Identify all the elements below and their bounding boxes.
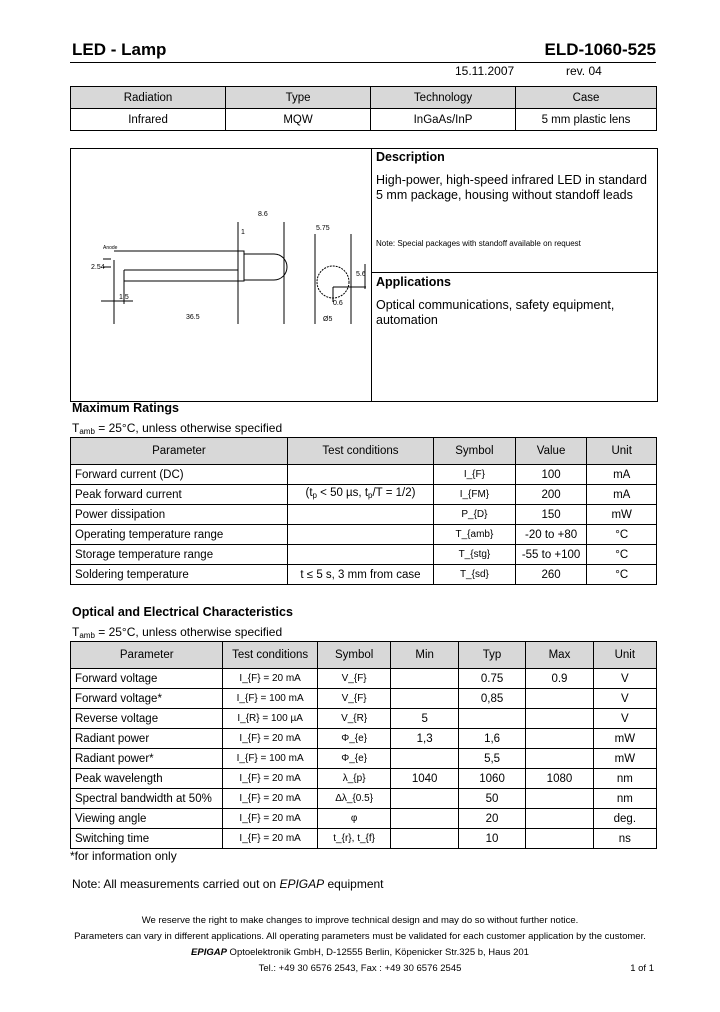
cell-test-conditions: I_{F} = 20 mA [223, 809, 317, 829]
table-row [71, 809, 657, 829]
cell-parameter: Spectral bandwidth at 50% [71, 789, 223, 809]
cell-typ: 0.75 [458, 669, 525, 689]
cell-unit: mW [587, 505, 657, 525]
cell-symbol: t_{r}, t_{f} [317, 829, 391, 849]
cell-test-conditions: I_{F} = 20 mA [223, 669, 317, 689]
drawing-description-box [70, 148, 658, 402]
cell-parameter: Forward current (DC) [71, 465, 288, 485]
table-row [71, 749, 657, 769]
dim-flange: 1 [241, 229, 245, 236]
cell-min: 1,3 [391, 729, 458, 749]
cell-symbol: T_{stg} [434, 545, 516, 565]
cell-symbol: λ_{p} [317, 769, 391, 789]
column-header-typ: Typ [458, 642, 525, 669]
page-number: 1 of 1 [630, 963, 654, 974]
cell-value: 260 [515, 565, 587, 585]
cell-parameter: Peak forward current [71, 485, 288, 505]
table-row [71, 465, 657, 485]
dim-total: 36.5 [186, 314, 200, 321]
cell-min [391, 689, 458, 709]
description-text: High-power, high-speed infrared LED in standard 5 mm package, housing without standoff leads [376, 173, 647, 202]
cell-unit: deg. [593, 809, 656, 829]
cell-technology: InGaAs/InP [371, 109, 516, 131]
cell-symbol: Φ_{e} [317, 729, 391, 749]
cell-max: 1080 [526, 769, 593, 789]
footer-contact: Tel.: +49 30 6576 2543, Fax : +49 30 6576 2545 [258, 963, 462, 974]
table-row [71, 829, 657, 849]
footer-disclaimer: We reserve the right to make changes to improve technical design and may do so without further notice. [141, 915, 579, 926]
footer-brand: EPIGAP [191, 947, 227, 958]
cell-unit: mA [587, 485, 657, 505]
cell-value: 200 [515, 485, 587, 505]
table-row [71, 525, 657, 545]
cell-symbol: φ [317, 809, 391, 829]
cell-test-conditions: I_{F} = 20 mA [223, 829, 317, 849]
cell-test-conditions [287, 505, 433, 525]
cell-test-conditions: I_{F} = 20 mA [223, 729, 317, 749]
cell-unit: V [593, 689, 656, 709]
table-row [71, 565, 657, 585]
column-header-parameter: Parameter [71, 438, 288, 465]
header-row [71, 438, 657, 465]
cell-test-conditions [287, 525, 433, 545]
package-drawing [71, 204, 371, 344]
dim-diameter: Ø5 [323, 316, 333, 323]
table-row [71, 505, 657, 525]
footer-address: Optoelektronik GmbH, D-12555 Berlin, Köpenicker Str.325 b, Haus 201 [226, 947, 529, 958]
cell-parameter: Forward voltage [71, 669, 223, 689]
cell-max [526, 809, 593, 829]
max-ratings-heading: Maximum Ratings [72, 401, 179, 415]
column-header-parameter: Parameter [71, 642, 223, 669]
table-row [71, 729, 657, 749]
cell-symbol: P_{D} [434, 505, 516, 525]
part-number: ELD-1060-525 [544, 40, 656, 59]
cell-symbol: I_{FM} [434, 485, 516, 505]
column-header-symbol: Symbol [434, 438, 516, 465]
cell-typ: 1,6 [458, 729, 525, 749]
column-header-unit: Unit [587, 438, 657, 465]
table-row [71, 669, 657, 689]
cell-test-conditions: I_{F} = 100 mA [223, 749, 317, 769]
cell-value: 100 [515, 465, 587, 485]
cell-min [391, 789, 458, 809]
cell-radiation: Infrared [71, 109, 226, 131]
dim-flange-dia: 5.75 [316, 225, 330, 232]
optical-table [70, 641, 657, 849]
footnote: *for information only [70, 849, 177, 863]
header-row [71, 87, 657, 109]
cell-test-conditions [287, 465, 433, 485]
cell-symbol: Φ_{e} [317, 749, 391, 769]
cell-case: 5 mm plastic lens [516, 109, 657, 131]
dim-pitch: 2.54 [91, 264, 105, 271]
optical-condition: $T_{amb} = 25^\circ C$, unless otherwise specified [72, 625, 283, 640]
cell-unit: ns [593, 829, 656, 849]
cell-test-conditions: I_{F} = 100 mA [223, 689, 317, 709]
cell-parameter: Radiant power [71, 729, 223, 749]
cell-parameter: Storage temperature range [71, 545, 288, 565]
cell-symbol: T_{amb} [434, 525, 516, 545]
cell-max [526, 689, 593, 709]
cell-unit: nm [593, 769, 656, 789]
package-note: Note: Special packages with standoff available on request [376, 239, 581, 248]
column-header-technology: Technology [371, 87, 516, 109]
dim-lead: 1.5 [119, 294, 129, 301]
cell-typ: 50 [458, 789, 525, 809]
cell-unit: V [593, 669, 656, 689]
table-row [71, 109, 657, 131]
column-header-test-conditions: Test conditions [223, 642, 317, 669]
cell-typ: 20 [458, 809, 525, 829]
column-header-type: Type [226, 87, 371, 109]
cell-symbol: T_{sd} [434, 565, 516, 585]
cell-value: -20 to +80 [515, 525, 587, 545]
cell-parameter: Viewing angle [71, 809, 223, 829]
cell-max [526, 749, 593, 769]
cell-unit: °C [587, 525, 657, 545]
cell-test-conditions: I_{R} = 100 µA [223, 709, 317, 729]
column-header-max: Max [526, 642, 593, 669]
summary-table [70, 86, 657, 131]
cell-parameter: Switching time [71, 829, 223, 849]
cell-max [526, 789, 593, 809]
cell-typ: 1060 [458, 769, 525, 789]
max-ratings-condition: $T_{amb} = 25^\circ C$, unless otherwise specified [72, 421, 283, 436]
footer-validation: Parameters can vary in different applications. All operating parameters must be validated for each customer application by the customer. [74, 931, 646, 942]
column-header-test-conditions: Test conditions [287, 438, 433, 465]
table-row [71, 769, 657, 789]
cell-min [391, 809, 458, 829]
doc-title: LED - Lamp [72, 40, 167, 59]
cell-unit: °C [587, 545, 657, 565]
cell-test-conditions: I_{F} = 20 mA [223, 769, 317, 789]
cell-typ [458, 709, 525, 729]
cell-min [391, 829, 458, 849]
table-row [71, 789, 657, 809]
cell-test-conditions: t ≤ 5 s, 3 mm from case [287, 565, 433, 585]
cell-typ: 0,85 [458, 689, 525, 709]
cell-parameter: Forward voltage* [71, 689, 223, 709]
column-header-unit: Unit [593, 642, 656, 669]
table-row [71, 545, 657, 565]
column-header-symbol: Symbol [317, 642, 391, 669]
applications-heading: Applications [376, 275, 452, 289]
cell-unit: mW [593, 729, 656, 749]
table-row [71, 689, 657, 709]
optical-heading: Optical and Electrical Characteristics [72, 605, 293, 619]
cell-unit: °C [587, 565, 657, 585]
cell-symbol: V_{R} [317, 709, 391, 729]
cell-test-conditions [287, 545, 433, 565]
cell-typ: 10 [458, 829, 525, 849]
cell-typ: 5,5 [458, 749, 525, 769]
cell-unit: mW [593, 749, 656, 769]
column-header-case: Case [516, 87, 657, 109]
cell-parameter: Operating temperature range [71, 525, 288, 545]
cell-symbol: V_{F} [317, 689, 391, 709]
table-row [71, 485, 657, 505]
cell-max [526, 829, 593, 849]
cell-parameter: Power dissipation [71, 505, 288, 525]
title-rule [70, 62, 656, 63]
cell-symbol: I_{F} [434, 465, 516, 485]
cell-unit: V [593, 709, 656, 729]
column-header-radiation: Radiation [71, 87, 226, 109]
dim-lead-width: 0.6 [333, 300, 343, 307]
cell-value: -55 to +100 [515, 545, 587, 565]
table-row [71, 709, 657, 729]
column-header-min: Min [391, 642, 458, 669]
description-heading: Description [376, 150, 445, 164]
doc-date: 15.11.2007 [455, 64, 515, 78]
cell-unit: mA [587, 465, 657, 485]
dim-height: 5.6 [356, 271, 366, 278]
cell-test-conditions: I_{F} = 20 mA [223, 789, 317, 809]
note-brand: EPIGAP [279, 877, 325, 891]
cell-min: 1040 [391, 769, 458, 789]
cell-min [391, 669, 458, 689]
max-ratings-table [70, 437, 657, 585]
header-row [71, 642, 657, 669]
cell-max [526, 709, 593, 729]
column-header-value: Value [515, 438, 587, 465]
cell-max: 0.9 [526, 669, 593, 689]
cell-parameter: Radiant power* [71, 749, 223, 769]
cell-parameter: Peak wavelength [71, 769, 223, 789]
cell-max [526, 729, 593, 749]
note-prefix: Note: All measurements carried out on [72, 877, 280, 891]
cell-symbol: Δλ_{0.5} [317, 789, 391, 809]
cell-value: 150 [515, 505, 587, 525]
cell-symbol: V_{F} [317, 669, 391, 689]
cell-min [391, 749, 458, 769]
cell-unit: nm [593, 789, 656, 809]
cell-parameter: Reverse voltage [71, 709, 223, 729]
cell-test-conditions: ($t_p < 50$ µs, $t_p/T = 1/2$) [287, 485, 433, 505]
anode-label: Anode [103, 245, 118, 251]
note-suffix: equipment [324, 877, 384, 891]
revision: rev. 04 [566, 64, 602, 78]
cell-min: 5 [391, 709, 458, 729]
applications-text: Optical communications, safety equipment, automation [376, 298, 615, 327]
dim-length: 8.6 [258, 211, 268, 218]
cell-type: MQW [226, 109, 371, 131]
cell-parameter: Soldering temperature [71, 565, 288, 585]
